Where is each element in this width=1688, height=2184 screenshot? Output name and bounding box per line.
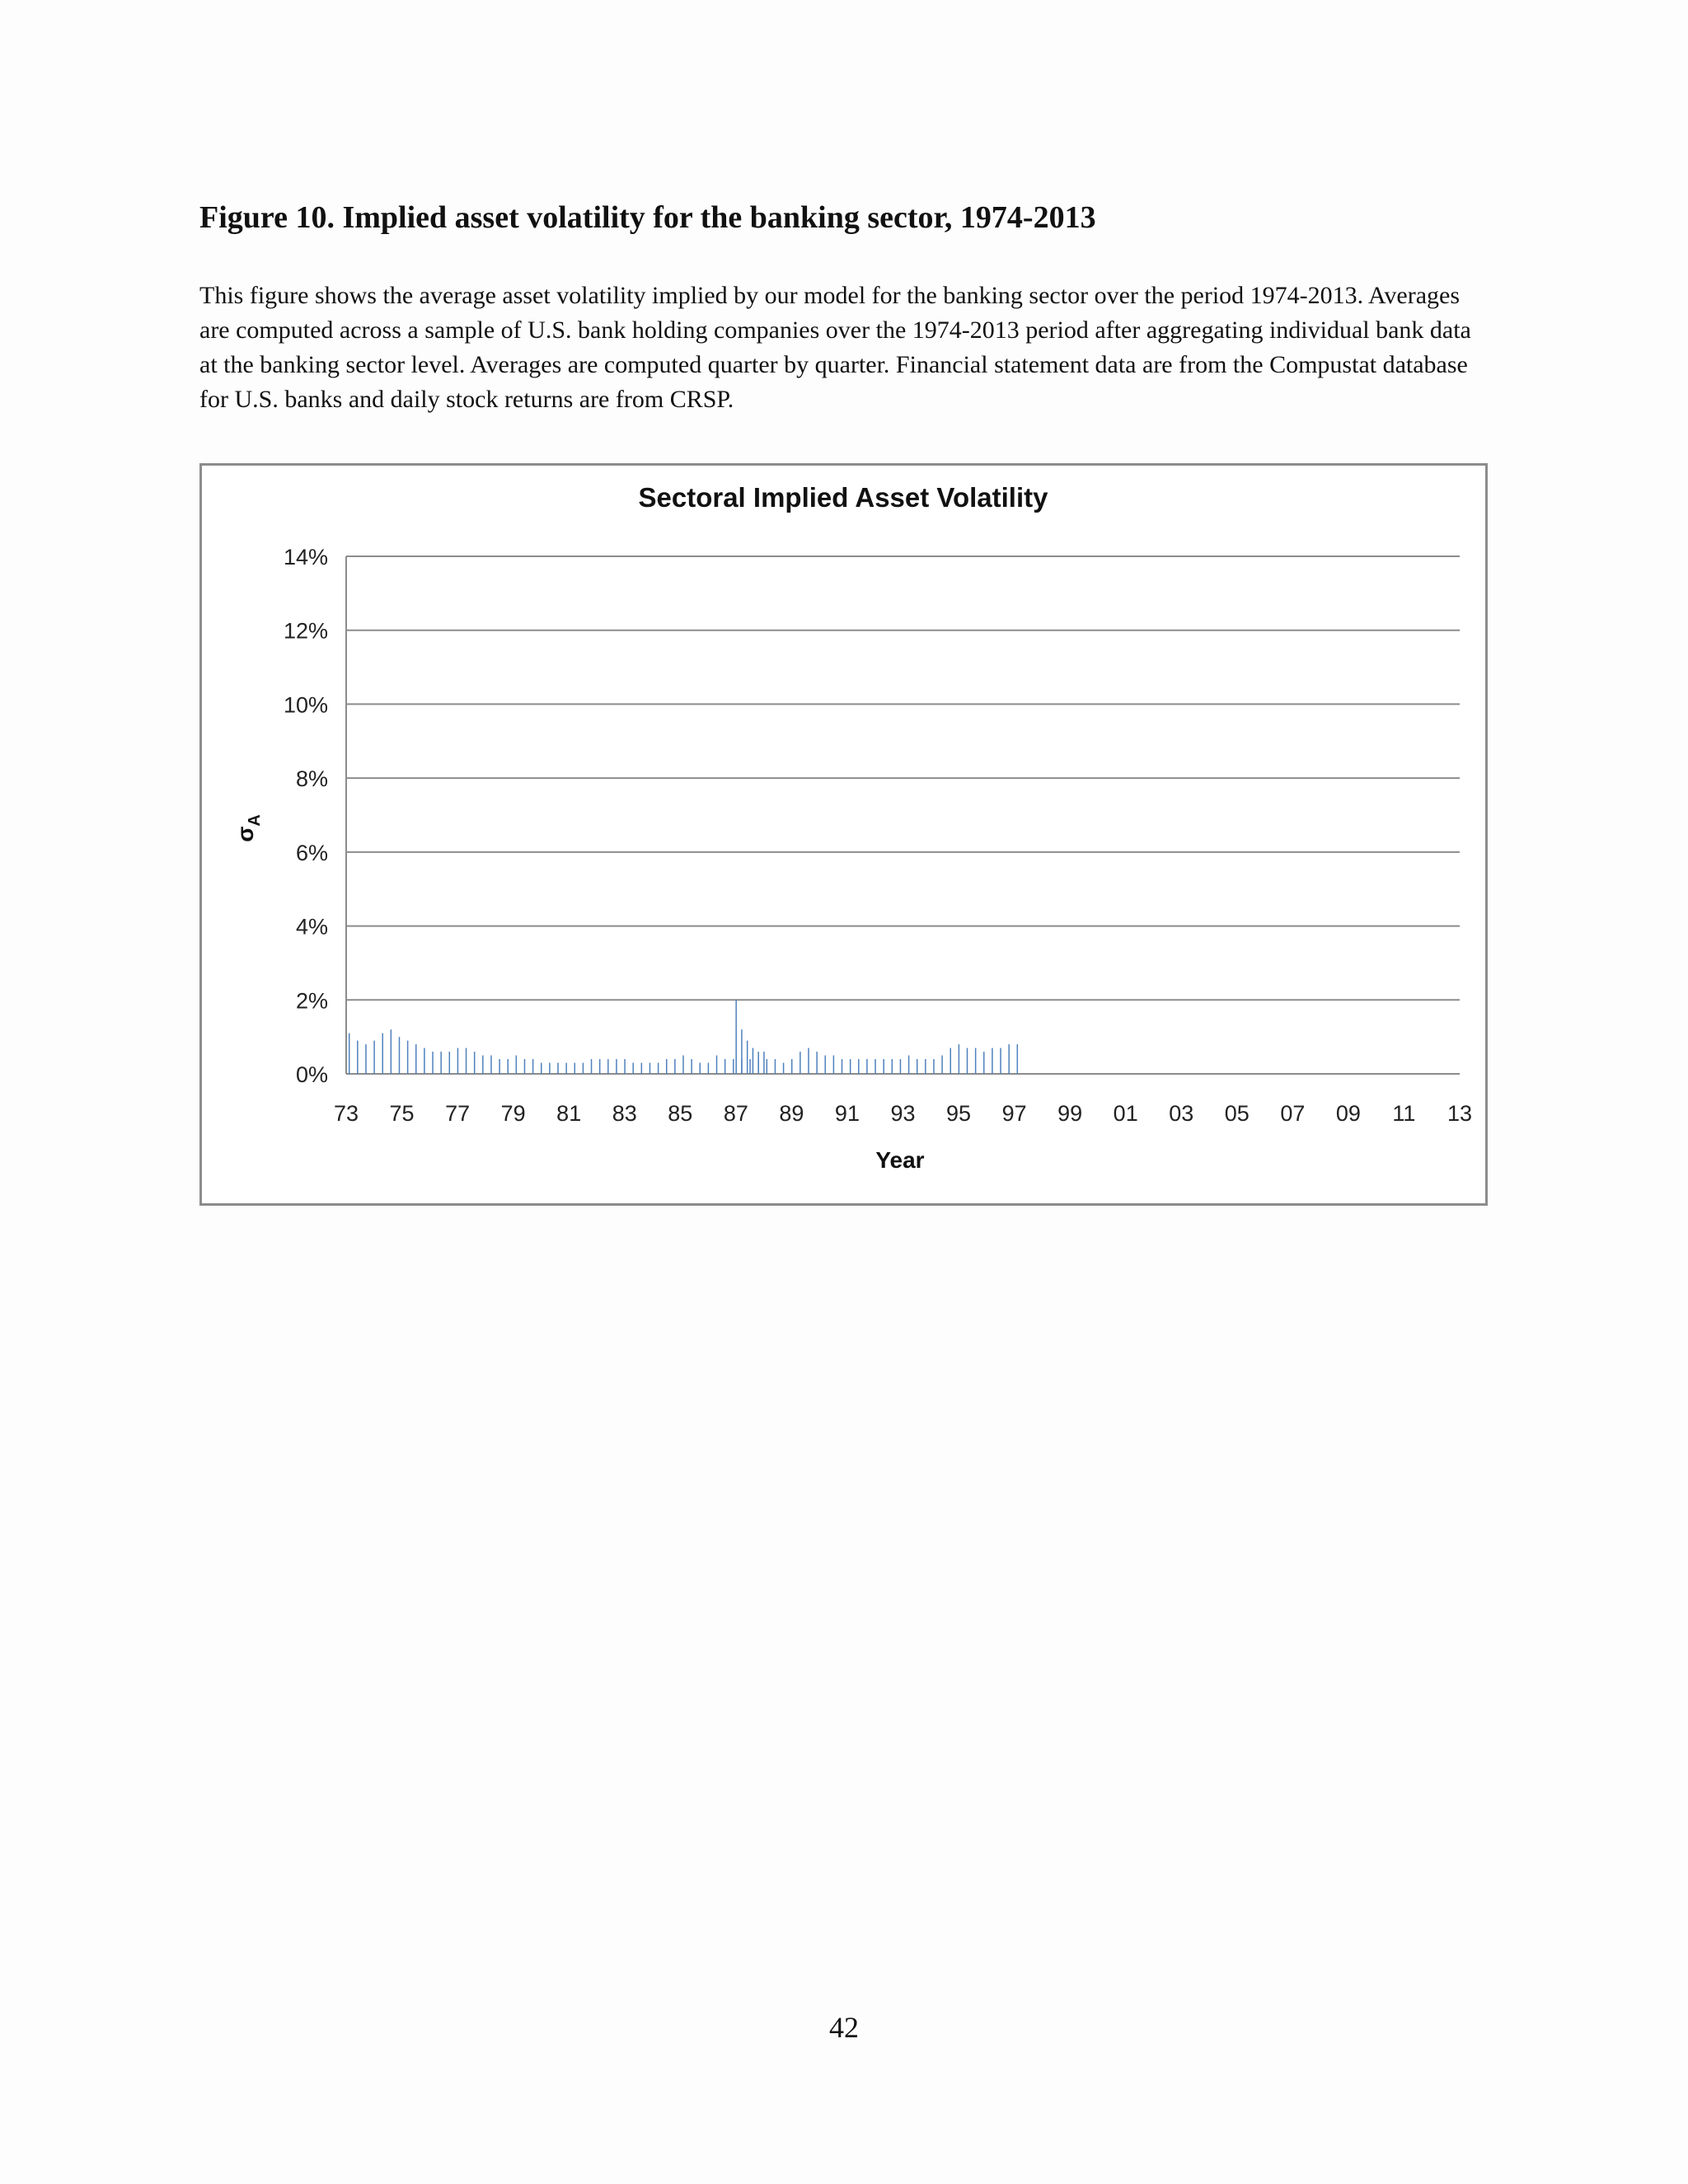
figure-title: Figure 10. Implied asset volatility for the banking sector, 1974-2013	[199, 200, 1096, 235]
volatility-bar	[763, 1052, 765, 1074]
volatility-bar	[747, 1041, 748, 1074]
volatility-bar	[757, 1052, 759, 1074]
volatility-bar	[641, 1063, 643, 1074]
volatility-bar	[649, 1063, 651, 1074]
volatility-bar	[967, 1048, 968, 1074]
volatility-bar	[591, 1059, 593, 1074]
volatility-chart	[202, 466, 1485, 1203]
volatility-bar	[749, 1059, 751, 1074]
volatility-bar	[474, 1052, 476, 1074]
y-tick-label: 14%	[283, 545, 328, 569]
volatility-bar	[791, 1059, 793, 1074]
volatility-bar	[992, 1048, 993, 1074]
volatility-bar	[507, 1059, 509, 1074]
volatility-bar	[466, 1048, 467, 1074]
volatility-bar	[583, 1063, 584, 1074]
volatility-bar	[674, 1059, 676, 1074]
volatility-bar	[1000, 1048, 1001, 1074]
volatility-bar	[691, 1059, 692, 1074]
volatility-bar	[874, 1059, 876, 1074]
x-tick-label: 95	[946, 1101, 972, 1126]
x-tick-label: 05	[1224, 1101, 1250, 1126]
volatility-bar	[808, 1048, 809, 1074]
x-tick-label: 97	[1001, 1101, 1027, 1126]
volatility-bar	[816, 1052, 818, 1074]
chart-frame	[199, 463, 1488, 1206]
volatility-bar	[482, 1056, 484, 1074]
volatility-bar	[599, 1059, 601, 1074]
x-tick-label: 87	[723, 1101, 748, 1126]
volatility-bar	[866, 1059, 868, 1074]
volatility-bar	[933, 1059, 935, 1074]
volatility-bar	[925, 1059, 926, 1074]
volatility-bar	[349, 1033, 350, 1074]
volatility-bar	[975, 1048, 977, 1074]
x-tick-label: 03	[1169, 1101, 1194, 1126]
volatility-bar	[858, 1059, 860, 1074]
volatility-bar	[632, 1063, 634, 1074]
volatility-bar	[767, 1059, 768, 1074]
y-tick-label: 4%	[295, 914, 328, 940]
volatility-bar	[574, 1063, 576, 1074]
volatility-bar	[733, 1059, 734, 1074]
volatility-bar	[753, 1048, 754, 1074]
volatility-bar	[499, 1059, 500, 1074]
y-tick-label: 12%	[283, 618, 328, 644]
volatility-bar	[783, 1063, 785, 1074]
volatility-bar	[607, 1059, 609, 1074]
volatility-bar	[724, 1059, 726, 1074]
volatility-bar	[941, 1056, 943, 1074]
volatility-bar	[557, 1063, 559, 1074]
y-tick-label: 10%	[283, 692, 328, 718]
volatility-bar	[700, 1063, 701, 1074]
x-axis-label: Year	[875, 1147, 925, 1173]
volatility-bar	[825, 1056, 827, 1074]
volatility-bar	[1017, 1044, 1019, 1074]
volatility-bar	[666, 1059, 668, 1074]
x-tick-label: 73	[333, 1101, 359, 1126]
volatility-bar	[524, 1059, 526, 1074]
x-tick-label: 89	[779, 1101, 804, 1126]
volatility-bar	[950, 1048, 951, 1074]
y-tick-label: 8%	[295, 766, 328, 792]
volatility-bar	[716, 1056, 718, 1074]
volatility-bar	[917, 1059, 918, 1074]
x-tick-label: 07	[1280, 1101, 1306, 1126]
volatility-bar	[741, 1029, 743, 1074]
volatility-bar	[424, 1048, 425, 1074]
gridlines	[346, 556, 1460, 1074]
volatility-bar	[565, 1063, 567, 1074]
volatility-bar	[457, 1048, 459, 1074]
volatility-bar	[735, 1000, 737, 1074]
page-number: 42	[829, 2011, 859, 2044]
volatility-bar	[658, 1063, 659, 1074]
volatility-bar	[850, 1059, 851, 1074]
volatility-bar	[799, 1052, 801, 1074]
volatility-bar	[842, 1059, 843, 1074]
volatility-bar	[449, 1052, 451, 1074]
volatility-bar	[407, 1041, 409, 1074]
bar-series	[349, 1000, 1018, 1074]
volatility-bar	[373, 1041, 375, 1074]
volatility-bar	[357, 1041, 359, 1074]
x-tick-label: 09	[1335, 1101, 1361, 1126]
y-tick-label: 6%	[295, 840, 328, 865]
volatility-bar	[432, 1052, 434, 1074]
x-tick-label: 13	[1447, 1101, 1473, 1126]
volatility-bar	[399, 1037, 401, 1074]
x-tick-label: 01	[1113, 1101, 1138, 1126]
x-tick-label: 91	[834, 1101, 860, 1126]
volatility-bar	[833, 1056, 835, 1074]
volatility-bar	[1008, 1044, 1010, 1074]
x-tick-label: 79	[500, 1101, 526, 1126]
x-tick-label: 93	[890, 1101, 916, 1126]
volatility-bar	[775, 1059, 776, 1074]
y-axis-label: $\sigma_A$	[232, 814, 264, 842]
volatility-bar	[365, 1044, 367, 1074]
volatility-bar	[883, 1059, 884, 1074]
x-tick-label: 81	[556, 1101, 582, 1126]
volatility-bar	[616, 1059, 617, 1074]
volatility-bar	[983, 1052, 985, 1074]
volatility-bar	[908, 1056, 910, 1074]
volatility-bar	[382, 1033, 383, 1074]
x-axis	[334, 1101, 1472, 1126]
figure-caption: This figure shows the average asset volatility implied by our model for the banking sector over the period 1974-2013. Averages are computed across a sample of U.S. bank holding companies over the 1974-2013 period after aggregating individual bank data at the banking sector level. Averages are computed quarter by quarter. Financial statement data are from the Compustat database for U.S. banks and daily stock returns are from CRSP.	[199, 282, 1471, 413]
y-tick-label: 2%	[295, 988, 328, 1014]
volatility-bar	[892, 1059, 893, 1074]
x-tick-label: 11	[1392, 1101, 1416, 1126]
volatility-bar	[490, 1056, 492, 1074]
volatility-bar	[541, 1063, 542, 1074]
volatility-bar	[415, 1044, 417, 1074]
y-tick-label: 0%	[295, 1062, 328, 1087]
x-tick-label: 83	[612, 1101, 637, 1126]
x-tick-label: 75	[389, 1101, 415, 1126]
volatility-bar	[708, 1063, 710, 1074]
volatility-bar	[532, 1059, 534, 1074]
volatility-bar	[624, 1059, 626, 1074]
x-tick-label: 99	[1057, 1101, 1083, 1126]
volatility-bar	[516, 1056, 518, 1074]
volatility-bar	[549, 1063, 551, 1074]
x-tick-label: 77	[445, 1101, 471, 1126]
y-axis	[284, 545, 346, 1087]
volatility-bar	[440, 1052, 442, 1074]
volatility-bar	[959, 1044, 960, 1074]
volatility-bar	[391, 1029, 392, 1074]
x-tick-label: 85	[668, 1101, 693, 1126]
chart-title: Sectoral Implied Asset Volatility	[638, 482, 1048, 513]
volatility-bar	[900, 1059, 902, 1074]
volatility-bar	[682, 1056, 684, 1074]
